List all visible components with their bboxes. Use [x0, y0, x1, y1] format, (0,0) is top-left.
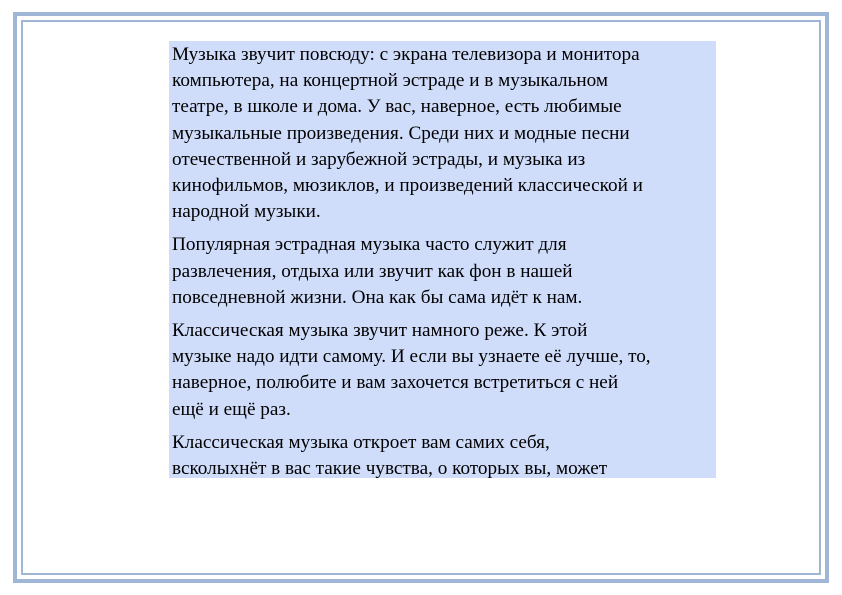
text-line: театре, в школе и дома. У вас, наверное, есть любимые	[172, 96, 622, 118]
text-box[interactable]	[169, 41, 716, 478]
text-line: музыкальные произведения. Среди них и модные песни	[172, 122, 630, 144]
text-line: Классическая музыка звучит намного реже. К этой	[172, 320, 588, 342]
text-line: Музыка звучит повсюду: с экрана телевизора и монитора	[172, 44, 640, 65]
paragraph-4	[172, 430, 714, 478]
text-line: ещё и ещё раз.	[172, 398, 291, 420]
text-line: всколыхнёт в вас такие чувства, о которых вы, может	[172, 458, 608, 478]
paragraph-3	[172, 318, 714, 423]
text-line: отечественной и зарубежной эстрады, и музыка из	[172, 148, 586, 170]
paragraph-1	[172, 42, 714, 225]
text-line: наверное, полюбите и вам захочется встретиться с ней	[172, 372, 619, 394]
text-line: кинофильмов, мюзиклов, и произведений классической и	[172, 175, 643, 197]
paragraph-2	[172, 232, 714, 311]
text-line: народной музыки.	[172, 201, 321, 223]
text-line: развлечения, отдыха или звучит как фон в нашей	[172, 260, 573, 282]
text-line: повседневной жизни. Она как бы сама идёт к нам.	[172, 286, 583, 308]
text-line: музыке надо идти самому. И если вы узнаете её лучше, то,	[172, 346, 651, 368]
text-line: Популярная эстрадная музыка часто служит для	[172, 234, 567, 256]
text-line: компьютера, на концертной эстраде и в музыкальном	[172, 70, 609, 92]
text-line: Классическая музыка откроет вам самих себя,	[172, 431, 550, 453]
